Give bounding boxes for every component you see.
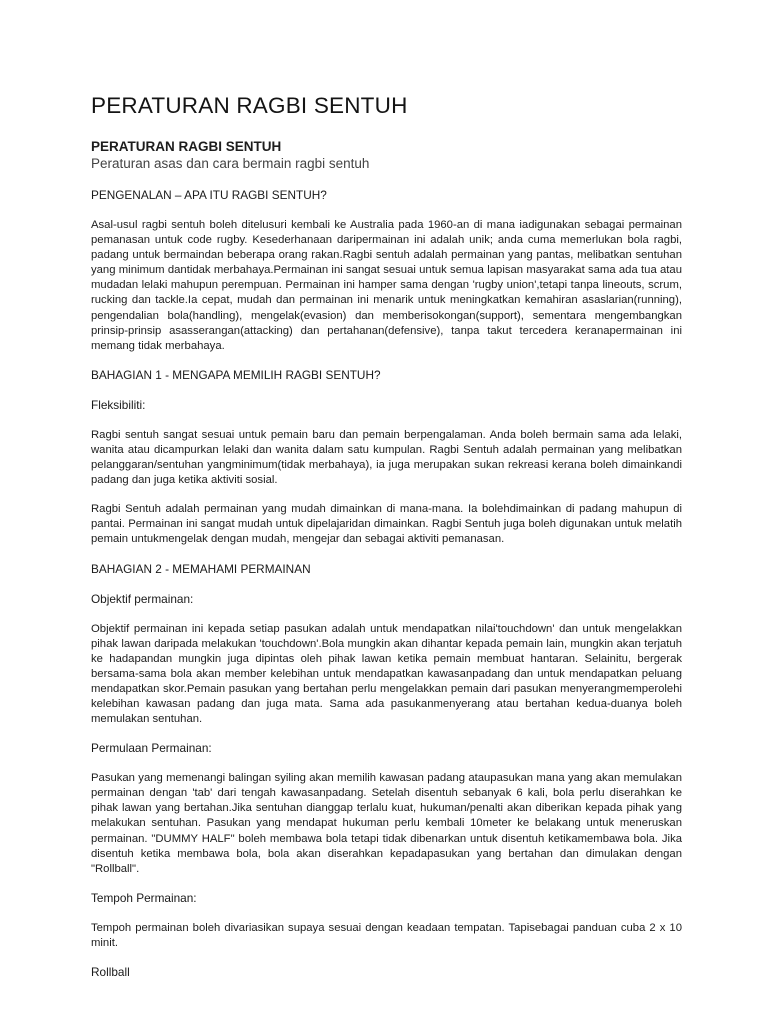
label-fleksibiliti: Fleksibiliti: bbox=[91, 397, 146, 412]
label-permulaan: Permulaan Permainan: bbox=[91, 741, 212, 756]
label-objektif: Objektif permainan: bbox=[91, 591, 194, 606]
document-subtitle: PERATURAN RAGBI SENTUH bbox=[91, 139, 282, 154]
paragraph-intro: Asal-usul ragbi sentuh boleh ditelusuri kembali ke Australia pada 1960-an di mana iadigunakan sebagai permainan pemanasan untuk code rugby. Kesederhanaan daripermainan ini adalah unik; anda cuma memerlukan bola ragbi, padang untuk bermaindan beberapa orang rakan.Ragbi sentuh adalah permainan yang pantas, melibatkan sentuhan yang minimum dantidak merbahaya.Permainan ini sangat sesuai untuk semua lapisan masyarakat sama ada tua atau mudadan lelaki mahupun perempuan. Permainan ini hamper sama dengan 'rugby union',tetapi tanpa lineouts, scrum, rucking dan tackle.Ia cepat, mudah dan permainan ini menarik untuk meningkatkan kemahiran asaslarian(running), pengendalian bola(handling), mengelak(evasion) dan memberisokongan(support), sementara mengembangkan prinsip-prinsip asasserangan(attacking) dan pertahanan(defensive), tanpa takut tercedera keranapermainan ini memang tidak merbahaya. bbox=[91, 219, 682, 352]
paragraph-fleksibiliti-2: Ragbi Sentuh adalah permainan yang mudah dimainkan di mana-mana. Ia bolehdimainkan di padang mahupun di pantai. Permainan ini sangat mudah untuk dipelajaridan dimainkan. Ragbi Sentuh juga boleh digunakan untuk melatih pemain untukmengelak dengan mudah, mengejar dan sebagai aktiviti pemanasan. bbox=[91, 503, 682, 546]
paragraph-fleksibiliti-1: Ragbi sentuh sangat sesuai untuk pemain baru dan pemain berpengalaman. Anda boleh bermain sama ada lelaki, wanita atau dicampurkan lelaki dan wanita dalam satu kumpulan. Ragbi Sentuh adalah permainan yang melibatkan pelanggaran/sentuhan yangminimum(tidak merbahaya), ia juga merupakan sukan rekreasi kerana boleh dimainkandi padang dan juga ketika aktiviti sosial. bbox=[91, 428, 682, 487]
section-heading-2: BAHAGIAN 2 - MEMAHAMI PERMAINAN bbox=[91, 561, 311, 576]
label-rollball: Rollball bbox=[91, 965, 130, 979]
label-tempoh: Tempoh Permainan: bbox=[91, 890, 197, 905]
paragraph-tempoh: Tempoh permainan boleh divariasikan supaya sesuai dengan keadaan tempatan. Tapisebagai panduan cuba 2 x 10 minit. bbox=[91, 921, 682, 949]
section-heading-intro: PENGENALAN – APA ITU RAGBI SENTUH? bbox=[91, 188, 327, 202]
section-heading-1: BAHAGIAN 1 - MENGAPA MEMILIH RAGBI SENTUH? bbox=[91, 367, 381, 382]
document-description: Peraturan asas dan cara bermain ragbi sentuh bbox=[91, 156, 370, 171]
document-title: PERATURAN RAGBI SENTUH bbox=[91, 93, 408, 118]
paragraph-permulaan: Pasukan yang memenangi balingan syiling akan memilih kawasan padang ataupasukan mana yang akan memulakan permainan dengan 'tab' dari tengah kawasanpadang. Setelah disentuh sebanyak 6 kali, bola perlu diserahkan ke pihak lawan yang bertahan.Jika sentuhan dianggap terlalu kuat, hukuman/penalti akan diberikan kepada pihak yang melakukan sentuhan. Pasukan yang mendapat hukuman perlu kembali 10meter ke belakang untuk meneruskan permainan. "DUMMY HALF" boleh membawa bola tetapi tidak dibenarkan untuk disentuh ketikamembawa bola. Jika disentuh ketika membawa bola, bola akan diserahkan kepadapasukan yang bertahan dan dimulakan dengan "Rollball". bbox=[91, 772, 682, 875]
paragraph-objektif: Objektif permainan ini kepada setiap pasukan adalah untuk mendapatkan nilai'touchdown' dan untuk mengelakkan pihak lawan daripada melakukan 'touchdown'.Bola mungkin akan dihantar kepada pemain lain, mungkin akan terjatuh ke hadapandan mungkin juga dipintas oleh pihak lawan ketika pemain membuat hantaran. Selainitu, bergerak bersama-sama bola akan member kelebihan untuk mendapatkan kawasanpadang dan untuk mendapatkan peluang mendapatkan skor.Pemain pasukan yang bertahan perlu mengelakkan pemain dari pasukan menyerangmemperolehi kelebihan kawasan padang dan juga mata. Sama ada pasukanmenyerang atau bertahan kedua-duanya boleh memulakan sentuhan. bbox=[91, 622, 682, 726]
